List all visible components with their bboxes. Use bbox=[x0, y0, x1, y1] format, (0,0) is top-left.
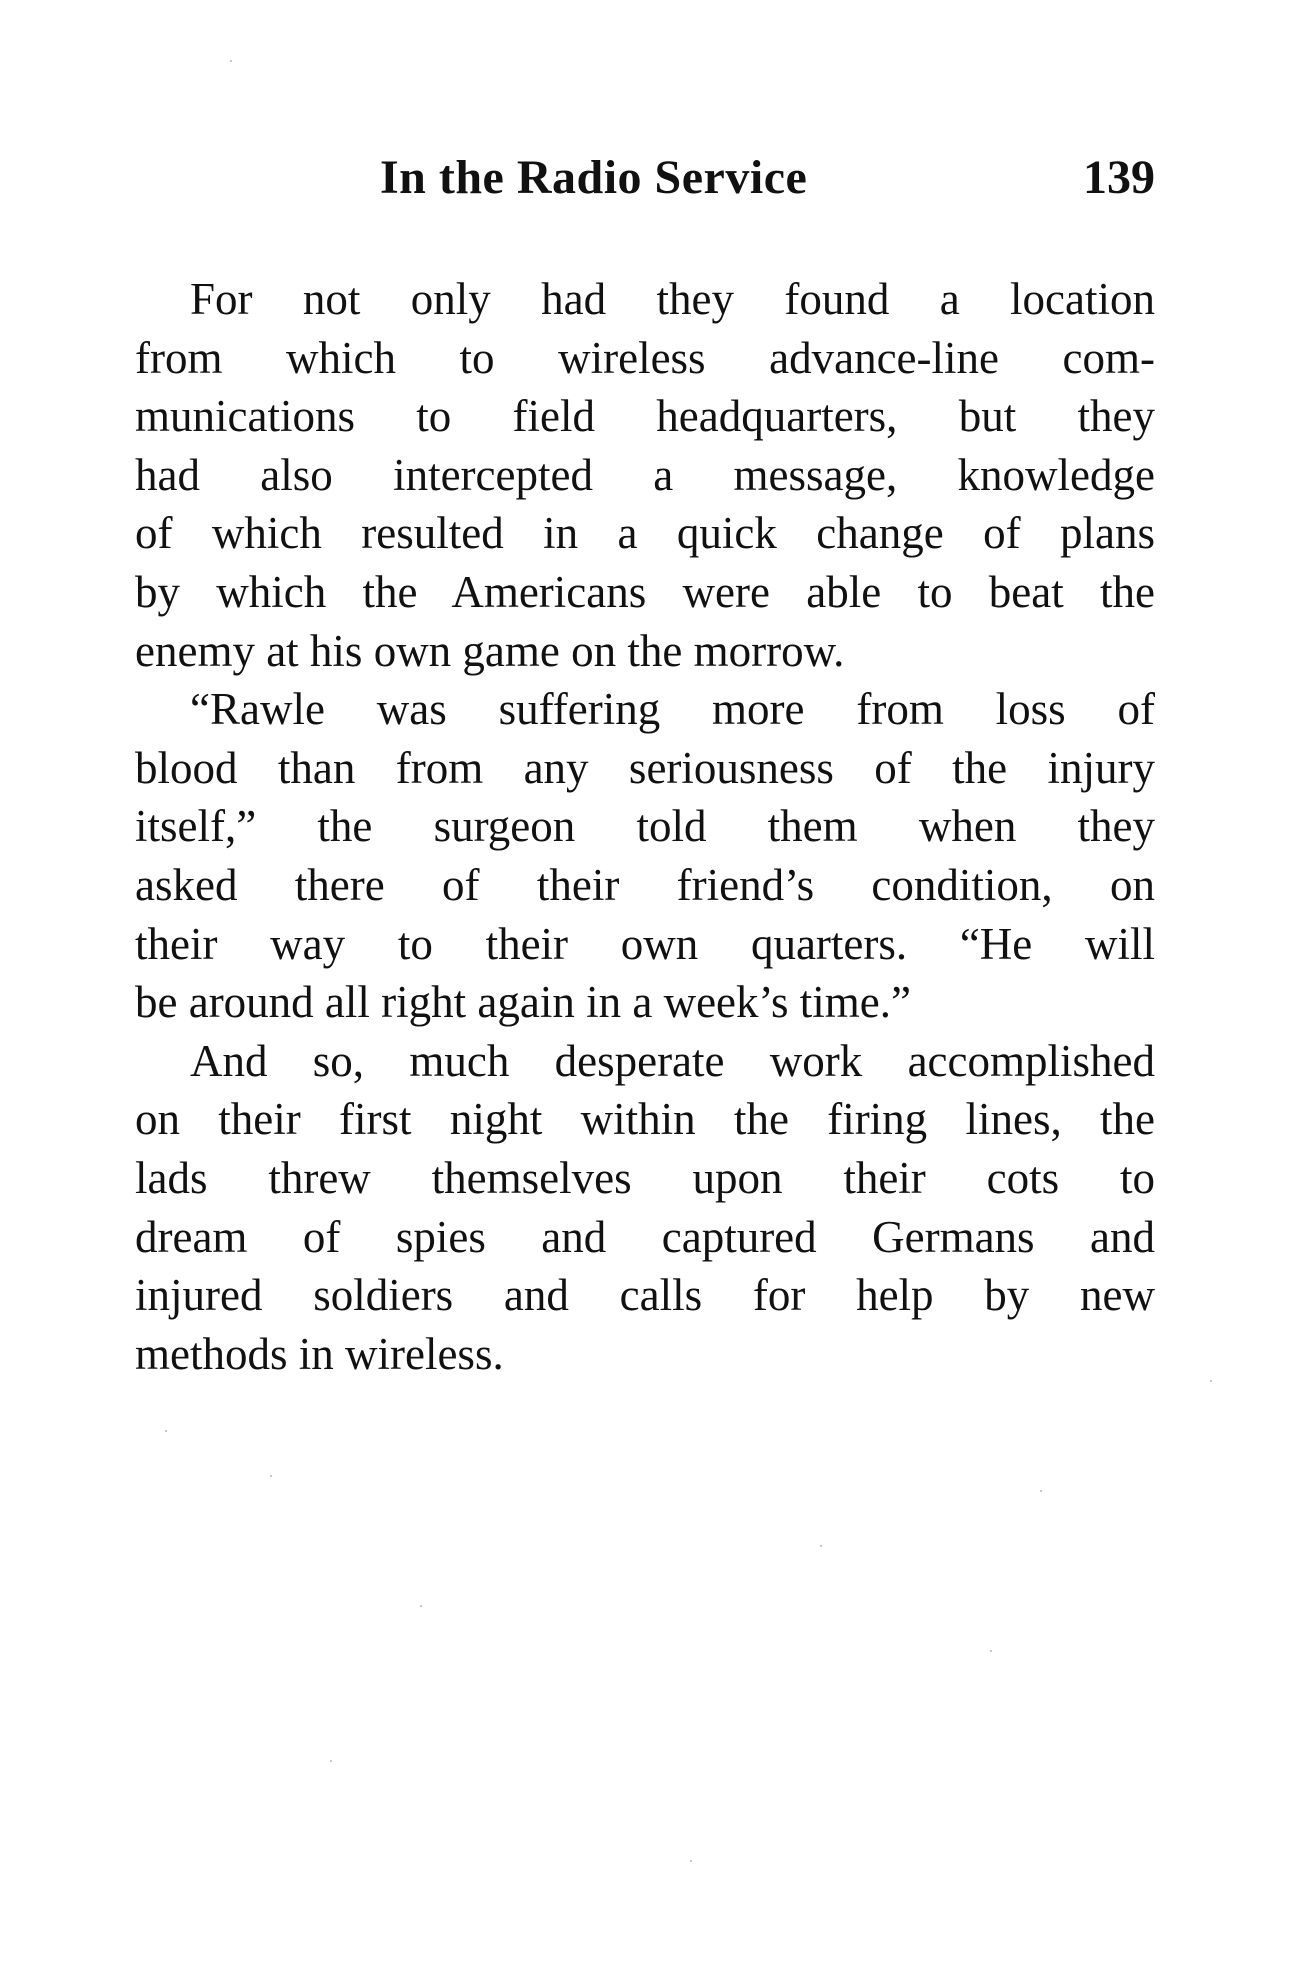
scan-speck bbox=[330, 1760, 332, 1762]
scan-speck bbox=[230, 60, 232, 62]
text-line: lads threw themselves upon their cots to bbox=[135, 1152, 1155, 1203]
paragraph-3 bbox=[135, 1032, 1155, 1384]
text-line: For not only had they found a location bbox=[190, 274, 1155, 324]
scan-speck bbox=[270, 1475, 272, 1477]
running-title: In the Radio Service bbox=[380, 151, 808, 204]
text-line: “Rawle was suffering more from loss of bbox=[190, 684, 1155, 735]
text-line: had also intercepted a message, knowledge bbox=[135, 449, 1155, 500]
paragraph-2 bbox=[135, 680, 1155, 1032]
body-text bbox=[135, 270, 1155, 1383]
text-line: their way to their own quarters. “He will bbox=[135, 918, 1155, 969]
text-line: itself,” the surgeon told them when they bbox=[135, 801, 1155, 852]
paragraph-1 bbox=[135, 270, 1155, 680]
scan-speck bbox=[420, 1605, 422, 1607]
scan-speck bbox=[690, 1860, 692, 1862]
scan-speck bbox=[1040, 1490, 1042, 1492]
text-line: be around all right again in a week’s time.” bbox=[135, 977, 911, 1028]
text-line: by which the Americans were able to beat the bbox=[135, 566, 1155, 617]
text-line: from which to wireless advance-line com- bbox=[135, 332, 1155, 383]
scan-speck bbox=[165, 1430, 167, 1432]
scan-speck bbox=[1210, 1380, 1212, 1382]
running-head bbox=[135, 150, 1155, 220]
text-line: methods in wireless. bbox=[135, 1328, 504, 1379]
text-line: And so, much desperate work accomplished bbox=[190, 1035, 1155, 1086]
text-line: injured soldiers and calls for help by new bbox=[135, 1270, 1155, 1321]
text-line: asked there of their friend’s condition, on bbox=[135, 859, 1155, 910]
page-number: 139 bbox=[1083, 151, 1155, 204]
text-line: of which resulted in a quick change of plans bbox=[135, 508, 1155, 559]
text-line: enemy at his own game on the morrow. bbox=[135, 625, 845, 676]
text-line: blood than from any seriousness of the injury bbox=[135, 742, 1155, 793]
scan-speck bbox=[820, 1545, 822, 1547]
text-line: munications to field headquarters, but they bbox=[135, 391, 1155, 442]
text-line: dream of spies and captured Germans and bbox=[135, 1211, 1155, 1262]
text-line: on their first night within the firing lines, the bbox=[135, 1094, 1155, 1145]
scan-speck bbox=[990, 1650, 992, 1652]
